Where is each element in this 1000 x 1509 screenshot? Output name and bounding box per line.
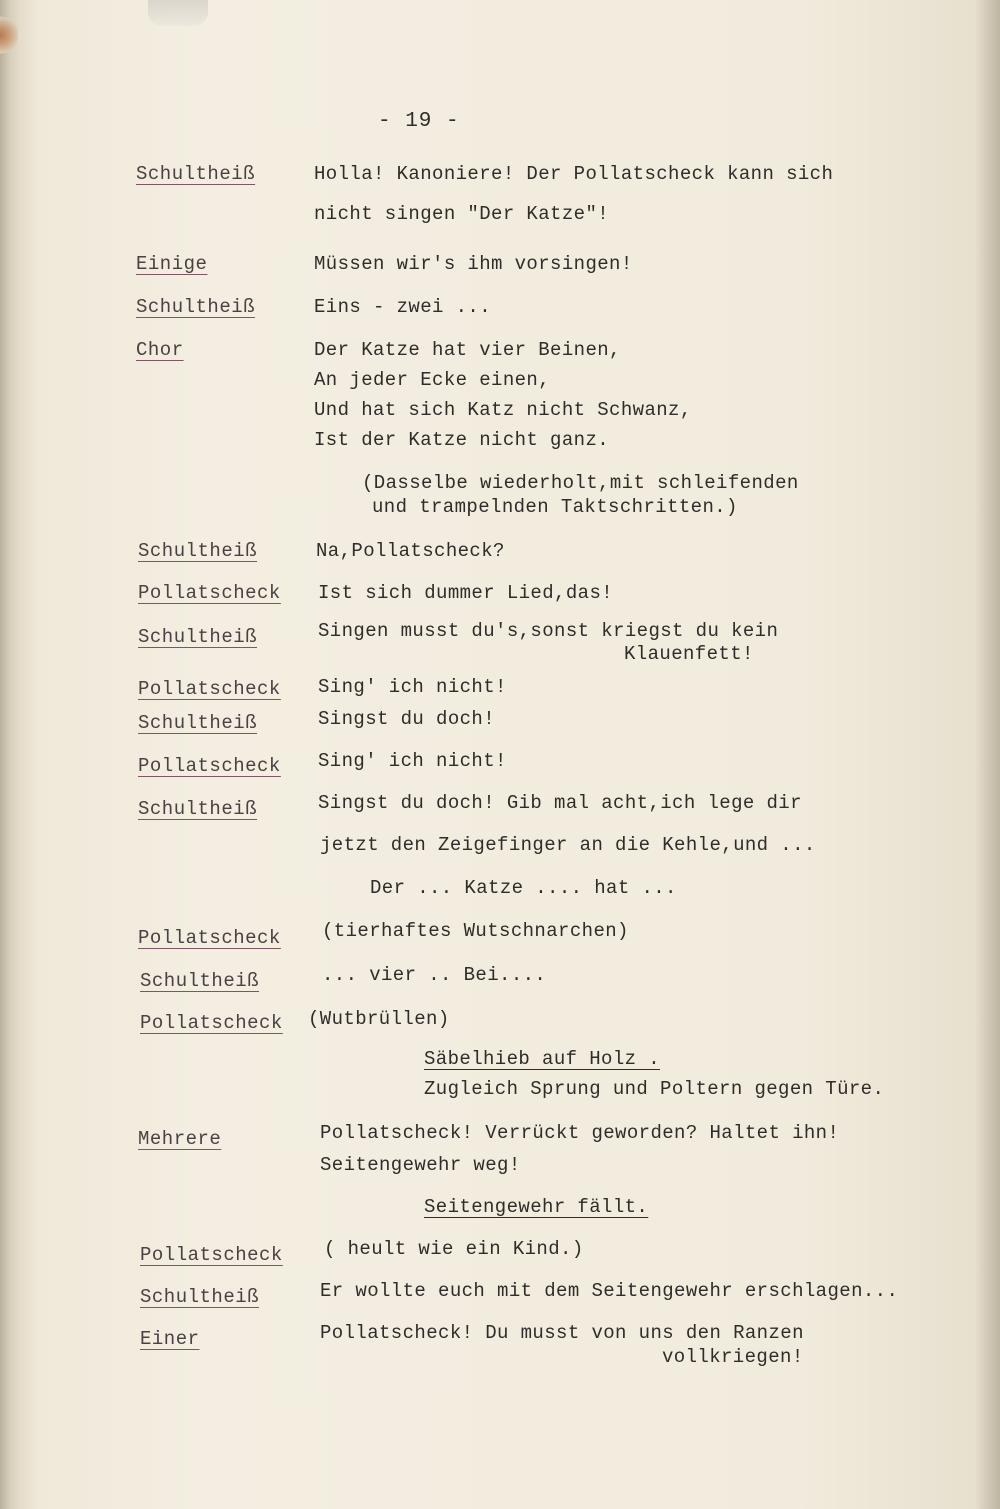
dialogue-line: Singst du doch! Gib mal acht,ich lege dir [318, 792, 802, 814]
speaker-label: Pollatscheck [138, 678, 281, 700]
binding-ring [0, 0, 18, 70]
speaker-label: Schultheiß [136, 296, 256, 318]
song-line: Und hat sich Katz nicht Schwanz, [314, 399, 692, 421]
speaker-label: Schultheiß [140, 970, 260, 992]
speaker-label: Chor [136, 339, 184, 361]
dialogue-line: Sing' ich nicht! [318, 676, 507, 698]
dialogue-line: Seitengewehr weg! [320, 1154, 521, 1176]
song-line: Ist der Katze nicht ganz. [314, 429, 610, 451]
binding-edge [0, 0, 22, 1509]
dialogue-line: Er wollte euch mit dem Seitengewehr erschlagen... [320, 1280, 899, 1302]
speaker-label: Schultheiß [138, 626, 258, 648]
dialogue-line: Klauenfett! [624, 643, 754, 665]
speaker-label: Einige [136, 253, 208, 275]
speaker-label: Pollatscheck [138, 927, 281, 949]
speaker-label: Einer [140, 1328, 200, 1350]
speaker-label: Pollatscheck [138, 755, 281, 777]
dialogue-line: Singen musst du's,sonst kriegst du kein [318, 620, 779, 642]
dialogue-line: ... vier .. Bei.... [322, 964, 547, 986]
speaker-label: Pollatscheck [140, 1244, 283, 1266]
dialogue-line: Eins - zwei ... [314, 296, 492, 318]
dialogue-line: (Wutbrüllen) [308, 1008, 450, 1030]
dialogue-line: Müssen wir's ihm vorsingen! [314, 253, 633, 275]
dialogue-line: Sing' ich nicht! [318, 750, 507, 772]
paper-clip [148, 0, 208, 26]
stage-direction: Seitengewehr fällt. [424, 1196, 649, 1218]
speaker-label: Schultheiß [138, 798, 258, 820]
stage-direction: (Dasselbe wiederholt,mit schleifenden [362, 472, 799, 494]
dialogue-line: Pollatscheck! Du musst von uns den Ranzen [320, 1322, 804, 1344]
song-line: An jeder Ecke einen, [314, 369, 551, 391]
dialogue-line: Holla! Kanoniere! Der Pollatscheck kann sich [314, 163, 834, 185]
speaker-label: Schultheiß [140, 1286, 260, 1308]
speaker-label: Pollatscheck [138, 582, 281, 604]
speaker-label: Schultheiß [138, 712, 258, 734]
dialogue-line: Der ... Katze .... hat ... [370, 877, 677, 899]
speaker-label: Schultheiß [136, 163, 256, 185]
dialogue-line: vollkriegen! [662, 1346, 804, 1368]
speaker-label: Schultheiß [138, 540, 258, 562]
dialogue-line: Pollatscheck! Verrückt geworden? Haltet ihn! [320, 1122, 840, 1144]
page-number: - 19 - [378, 110, 460, 133]
dialogue-line: jetzt den Zeigefinger an die Kehle,und ... [320, 834, 816, 856]
stage-direction: Säbelhieb auf Holz . [424, 1048, 661, 1070]
dialogue-line: ( heult wie ein Kind.) [324, 1238, 584, 1260]
dialogue-line: Ist sich dummer Lied,das! [318, 582, 614, 604]
dialogue-line: nicht singen "Der Katze"! [314, 203, 610, 225]
dialogue-line: (tierhaftes Wutschnarchen) [322, 920, 629, 942]
speaker-label: Mehrere [138, 1128, 222, 1150]
dialogue-line: Na,Pollatscheck? [316, 540, 505, 562]
speaker-label: Pollatscheck [140, 1012, 283, 1034]
dialogue-line: Singst du doch! [318, 708, 496, 730]
stage-direction: Zugleich Sprung und Poltern gegen Türe. [424, 1078, 885, 1100]
song-line: Der Katze hat vier Beinen, [314, 339, 621, 361]
stage-direction: und trampelnden Taktschritten.) [372, 496, 738, 518]
